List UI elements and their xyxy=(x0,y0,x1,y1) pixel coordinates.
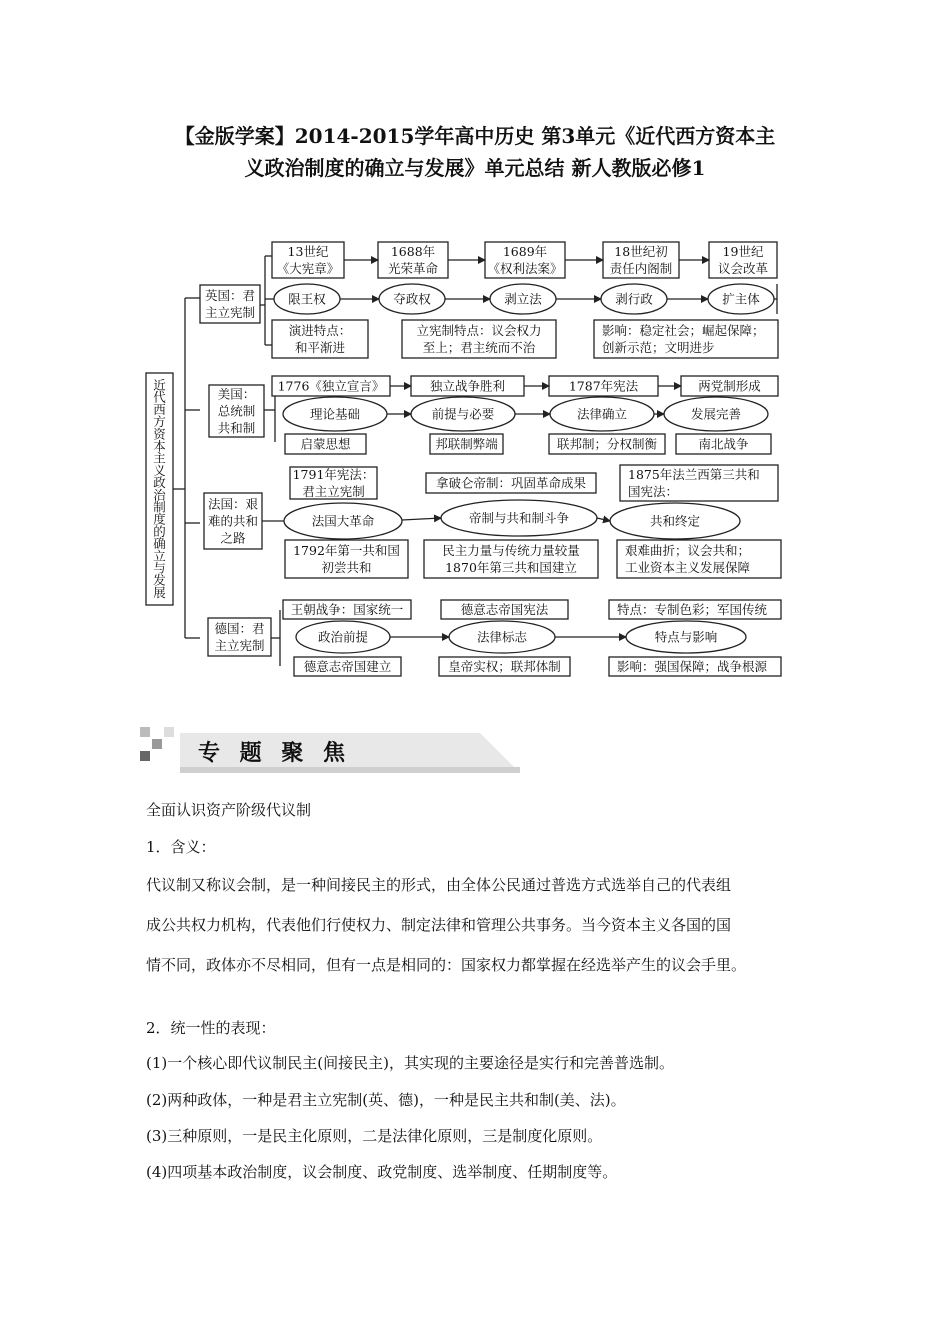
box-text: 主立宪制 xyxy=(214,638,265,653)
box-text: 议会改革 xyxy=(717,261,769,276)
ellipse-text: 发展完善 xyxy=(690,406,742,422)
box-text: 邦联制弊端 xyxy=(435,436,498,452)
section-heading: 全面认识资产阶级代议制 xyxy=(146,801,312,819)
box-text: 英国：君 xyxy=(204,288,256,303)
box-text: 联邦制；分权制衡 xyxy=(556,436,658,452)
root-char: 资 xyxy=(153,426,166,442)
box-text: 之路 xyxy=(220,530,246,546)
box-text: 艰难曲折；议会共和； xyxy=(625,543,751,558)
ellipse-text: 法律确立 xyxy=(576,406,628,422)
box-text: 皇帝实权；联邦体制 xyxy=(448,659,561,674)
root-char: 的 xyxy=(153,523,166,539)
box-text: 影响：强国保障；战争根源 xyxy=(617,659,768,674)
root-char: 展 xyxy=(153,584,166,600)
ellipse-text: 法律标志 xyxy=(476,629,528,645)
box-text: 王朝战争：国家统一 xyxy=(290,602,404,617)
ellipse-text: 扩主体 xyxy=(722,291,760,307)
box-text: 1870年第三共和国建立 xyxy=(445,560,577,575)
box-text: 难的共和 xyxy=(207,513,259,529)
box-text: 拿破仑帝制：巩固革命成果 xyxy=(435,475,587,491)
box-text: 19世纪 xyxy=(722,244,764,259)
ellipse-text: 夺政权 xyxy=(393,291,431,307)
box-text: 主立宪制 xyxy=(204,305,256,320)
box-text: 13世纪 xyxy=(287,244,329,259)
ellipse-text: 限王权 xyxy=(288,291,326,307)
box-text: 1787年宪法 xyxy=(568,378,639,394)
box-text: 初尝共和 xyxy=(321,560,372,575)
root-char: 主 xyxy=(153,450,166,466)
box-text: 德意志帝国建立 xyxy=(303,659,392,674)
box-text: 工业资本主义发展保障 xyxy=(625,560,751,575)
root-char: 政 xyxy=(153,475,166,491)
box-text: 演进特点： xyxy=(288,323,352,338)
box-text: 德意志帝国宪法 xyxy=(460,602,549,617)
banner-label: 专 题 聚 焦 xyxy=(198,740,351,766)
ellipse-text: 政治前提 xyxy=(317,629,369,645)
box-text: 君主立宪制 xyxy=(302,484,365,499)
connector-line xyxy=(402,518,441,520)
box-text: 德国：君 xyxy=(214,621,265,636)
section-2-title: 2．统一性的表现： xyxy=(146,1019,276,1037)
title-line-1: 【金版学案】2014-2015学年高中历史 第3单元《近代西方资本主 xyxy=(174,124,776,148)
box-text: 1688年 xyxy=(390,244,436,259)
ellipse-text: 共和终定 xyxy=(649,513,701,529)
box-text: 特点：专制色彩；军国传统 xyxy=(617,602,768,617)
connector-line xyxy=(597,518,610,521)
root-char: 立 xyxy=(153,548,166,564)
root-char: 发 xyxy=(153,572,166,588)
root-char: 确 xyxy=(153,536,166,552)
section-1-title: 1．含义： xyxy=(146,838,216,856)
list-item: (2)两种政体，一种是君主立宪制(英、德)，一种是民主共和制(美、法)。 xyxy=(146,1091,626,1109)
root-char: 制 xyxy=(153,499,166,515)
list-item: (3)三种原则，一是民主化原则，二是法律化原则，三是制度化原则。 xyxy=(146,1127,603,1145)
box-text: 南北战争 xyxy=(698,436,749,452)
list-item: (1)一个核心即代议制民主(间接民主)，其实现的主要途径是实行和完善普选制。 xyxy=(146,1054,674,1072)
root-char: 代 xyxy=(153,389,166,405)
ellipse-text: 帝制与共和制斗争 xyxy=(468,510,570,526)
box-text: 两党制形成 xyxy=(698,378,761,394)
box-text: 至上；君主统而不治 xyxy=(422,340,536,355)
box-text: 1689年 xyxy=(502,244,548,259)
root-char: 本 xyxy=(153,438,166,454)
box-text: 民主力量与传统力量较量 xyxy=(442,543,580,558)
box-text: 责任内阁制 xyxy=(609,261,673,276)
box-text: 1791年宪法： xyxy=(292,467,375,482)
box-text: 独立战争胜利 xyxy=(429,378,506,394)
paragraph-line: 成公共权力机构，代表他们行使权力、制定法律和管理公共事务。当今资本主义各国的国 xyxy=(146,916,732,934)
ellipse-text: 法国大革命 xyxy=(311,513,375,529)
root-char: 近 xyxy=(153,377,166,393)
box-text: 《权利法案》 xyxy=(487,261,563,276)
root-char: 度 xyxy=(153,511,166,527)
ellipse-text: 剥立法 xyxy=(504,291,542,307)
box-text: 创新示范；文明进步 xyxy=(602,340,715,355)
root-char: 与 xyxy=(153,560,166,576)
ellipse-text: 前提与必要 xyxy=(431,406,495,422)
box-text: 启蒙思想 xyxy=(300,436,351,452)
box-text: 共和制 xyxy=(217,420,256,436)
root-char: 西 xyxy=(153,401,166,417)
root-char: 方 xyxy=(153,414,166,430)
ellipse-text: 理论基础 xyxy=(309,406,361,422)
box-text: 和平渐进 xyxy=(294,340,346,355)
box-text: 总统制 xyxy=(217,403,256,419)
box-text: 18世纪初 xyxy=(614,244,668,259)
root-char: 义 xyxy=(153,462,166,478)
box-text: 国宪法： xyxy=(628,484,679,499)
paragraph-line: 情不同，政体亦不尽相同，但有一点是相同的：国家权力都掌握在经选举产生的议会手里。 xyxy=(146,956,747,974)
box-text: 光荣革命 xyxy=(387,261,439,276)
box-text: 法国：艰 xyxy=(207,496,259,512)
ellipse-text: 特点与影响 xyxy=(654,629,718,645)
box-text: 1792年第一共和国 xyxy=(293,543,400,558)
section-1-paragraph xyxy=(146,865,816,985)
box-text: 1776《独立宣言》 xyxy=(277,378,385,394)
box-text: 《大宪章》 xyxy=(276,261,340,276)
box-text: 立宪制特点：议会权力 xyxy=(416,323,542,338)
paragraph-line: 代议制又称议会制，是一种间接民主的形式，由全体公民通过普选方式选举自己的代表组 xyxy=(146,876,732,894)
box-text: 影响：稳定社会；崛起保障； xyxy=(602,323,765,338)
box-text: 美国： xyxy=(217,386,256,402)
ellipse-text: 剥行政 xyxy=(615,291,653,307)
root-char: 治 xyxy=(153,487,166,503)
title-line-2: 义政治制度的确立与发展》单元总结 新人教版必修1 xyxy=(244,156,706,180)
list-item: (4)四项基本政治制度，议会制度、政党制度、选举制度、任期制度等。 xyxy=(146,1163,618,1181)
box-text: 1875年法兰西第三共和 xyxy=(628,467,760,482)
